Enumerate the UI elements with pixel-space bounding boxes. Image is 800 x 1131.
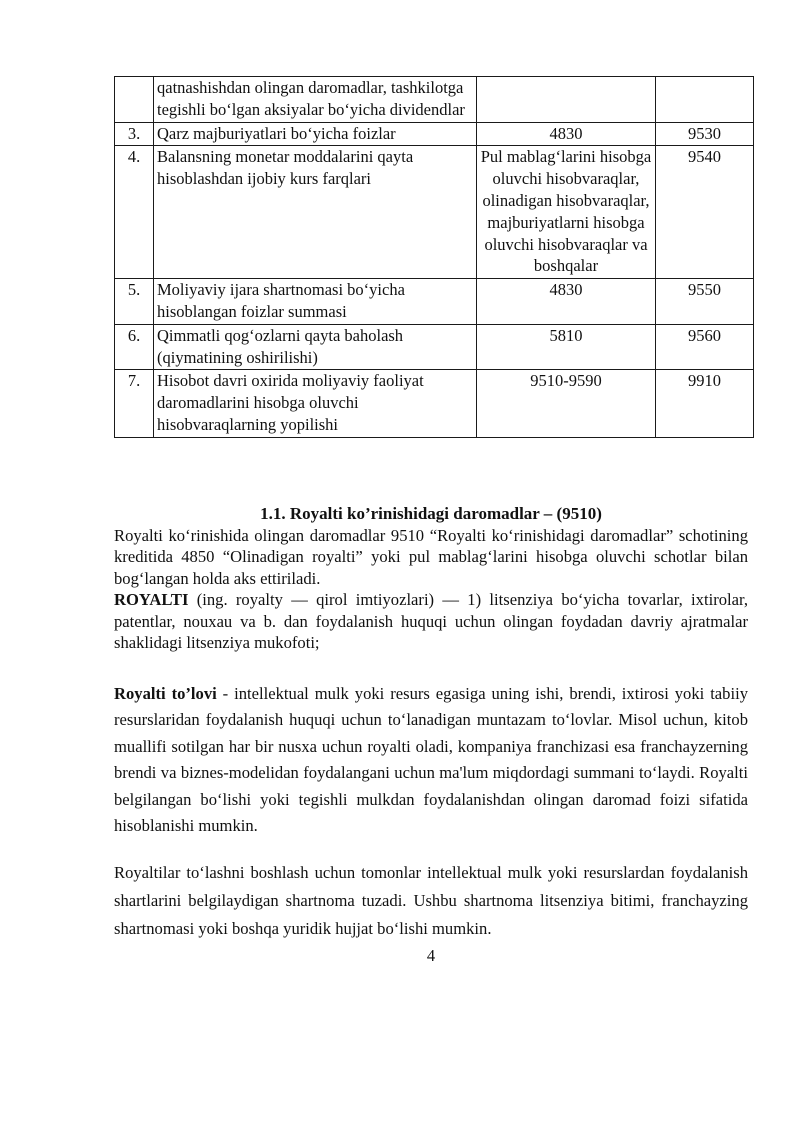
page-number: 4 bbox=[426, 945, 436, 965]
table-row bbox=[115, 146, 754, 279]
cell-description: Qimmatli qog‘ozlarni qayta baholash (qiymatining oshirilishi) bbox=[154, 324, 477, 370]
paragraph-royalti-definition bbox=[114, 589, 748, 654]
cell-row-number: 4. bbox=[115, 146, 154, 279]
cell-credit-account: 9510-9590 bbox=[477, 370, 656, 437]
cell-description: qatnashishdan olingan daromadlar, tashkilotga tegishli bo‘lgan aksiyalar bo‘yicha dividendlar bbox=[154, 77, 477, 123]
paragraph-text: - intellektual mulk yoki resurs egasiga uning ishi, brendi, ixtirosi yoki tabiiy resurslaridan foydalanish huquqi uchun to‘lanadigan muntazam to‘lovlar. Misol uchun, kitob muallifi sotilgan har bir nusxa uchun royalti oladi, kompaniya franchizasi esa franchayzerning brendi va biznes-modelidan foydalangani uchun ma'lum miqdordagi summani to‘laydi. Royalti belgilangan bo‘lishi yoki tegishli mulkdan foydalanishdan olingan daromad foizi sifatida hisoblanishi mumkin. bbox=[114, 683, 748, 836]
paragraph-royalti-payment bbox=[114, 681, 748, 840]
cell-description: Hisobot davri oxirida moliyaviy faoliyat daromadlarini hisobga oluvchi hisobvaraqlarning yopilishi bbox=[154, 370, 477, 437]
cell-account-code: 9910 bbox=[656, 370, 754, 437]
cell-credit-account bbox=[477, 77, 656, 123]
paragraph-text: Royaltilar to‘lashni boshlash uchun tomonlar intellektual mulk yoki resurslardan foydalanish shartlarini belgilaydigan shartnoma tuzadi. Ushbu shartnoma litsenziya bitimi, franchayzing shartnomasi yoki boshqa yuridik hujjat bo‘lishi mumkin. bbox=[114, 862, 748, 938]
cell-credit-account: 4830 bbox=[477, 279, 656, 325]
cell-credit-account: 4830 bbox=[477, 122, 656, 146]
cell-row-number bbox=[115, 77, 154, 123]
cell-row-number: 5. bbox=[115, 279, 154, 325]
cell-row-number: 6. bbox=[115, 324, 154, 370]
cell-account-code: 9530 bbox=[656, 122, 754, 146]
section-heading: 1.1. Royalti ko’rinishidagi daromadlar – (9510) bbox=[260, 503, 602, 523]
cell-credit-account: Pul mablag‘larini hisobga oluvchi hisobvaraqlar, olinadigan hisobvaraqlar, majburiyatlarni hisobga oluvchi hisobvaraqlar va boshqalar bbox=[477, 146, 656, 279]
cell-description: Moliyaviy ijara shartnomasi bo‘yicha hisoblangan foizlar summasi bbox=[154, 279, 477, 325]
paragraph-text: Royalti ko‘rinishida olingan daromadlar 9510 “Royalti ko‘rinishidagi daromadlar” schotining kreditida 4850 “Olinadigan royalti” yoki pul mablag‘larini hisobga oluvchi schotlar bilan bog‘langan holda aks ettiriladi. bbox=[114, 525, 748, 588]
paragraph-royalti-contract bbox=[114, 859, 748, 943]
spacer bbox=[114, 438, 748, 503]
cell-account-code: 9560 bbox=[656, 324, 754, 370]
cell-credit-account: 5810 bbox=[477, 324, 656, 370]
cell-row-number: 3. bbox=[115, 122, 154, 146]
table-row bbox=[115, 370, 754, 437]
paragraph-royalti-intro bbox=[114, 525, 748, 590]
cell-account-code: 9550 bbox=[656, 279, 754, 325]
page-content bbox=[114, 76, 748, 966]
table-row bbox=[115, 77, 754, 123]
table-row bbox=[115, 324, 754, 370]
table-row bbox=[115, 122, 754, 146]
cell-description: Balansning monetar moddalarini qayta hisoblashdan ijobiy kurs farqlari bbox=[154, 146, 477, 279]
table-row bbox=[115, 279, 754, 325]
paragraph-lead: Royalti to’lovi bbox=[114, 683, 217, 703]
cell-account-code bbox=[656, 77, 754, 123]
paragraph-text: (ing. royalty — qirol imtiyozlari) — 1) litsenziya bo‘yicha tovarlar, ixtirolar, patentlar, nouxau va b. dan foydalanish huquqi uchun olingan foydadan davriy ajratmalar shaklidagi litsenziya mukofoti; bbox=[114, 590, 748, 653]
cell-row-number: 7. bbox=[115, 370, 154, 437]
cell-account-code: 9540 bbox=[656, 146, 754, 279]
paragraph-lead: ROYALTI bbox=[114, 590, 189, 610]
cell-description: Qarz majburiyatlari bo‘yicha foizlar bbox=[154, 122, 477, 146]
accounts-table bbox=[114, 76, 754, 438]
